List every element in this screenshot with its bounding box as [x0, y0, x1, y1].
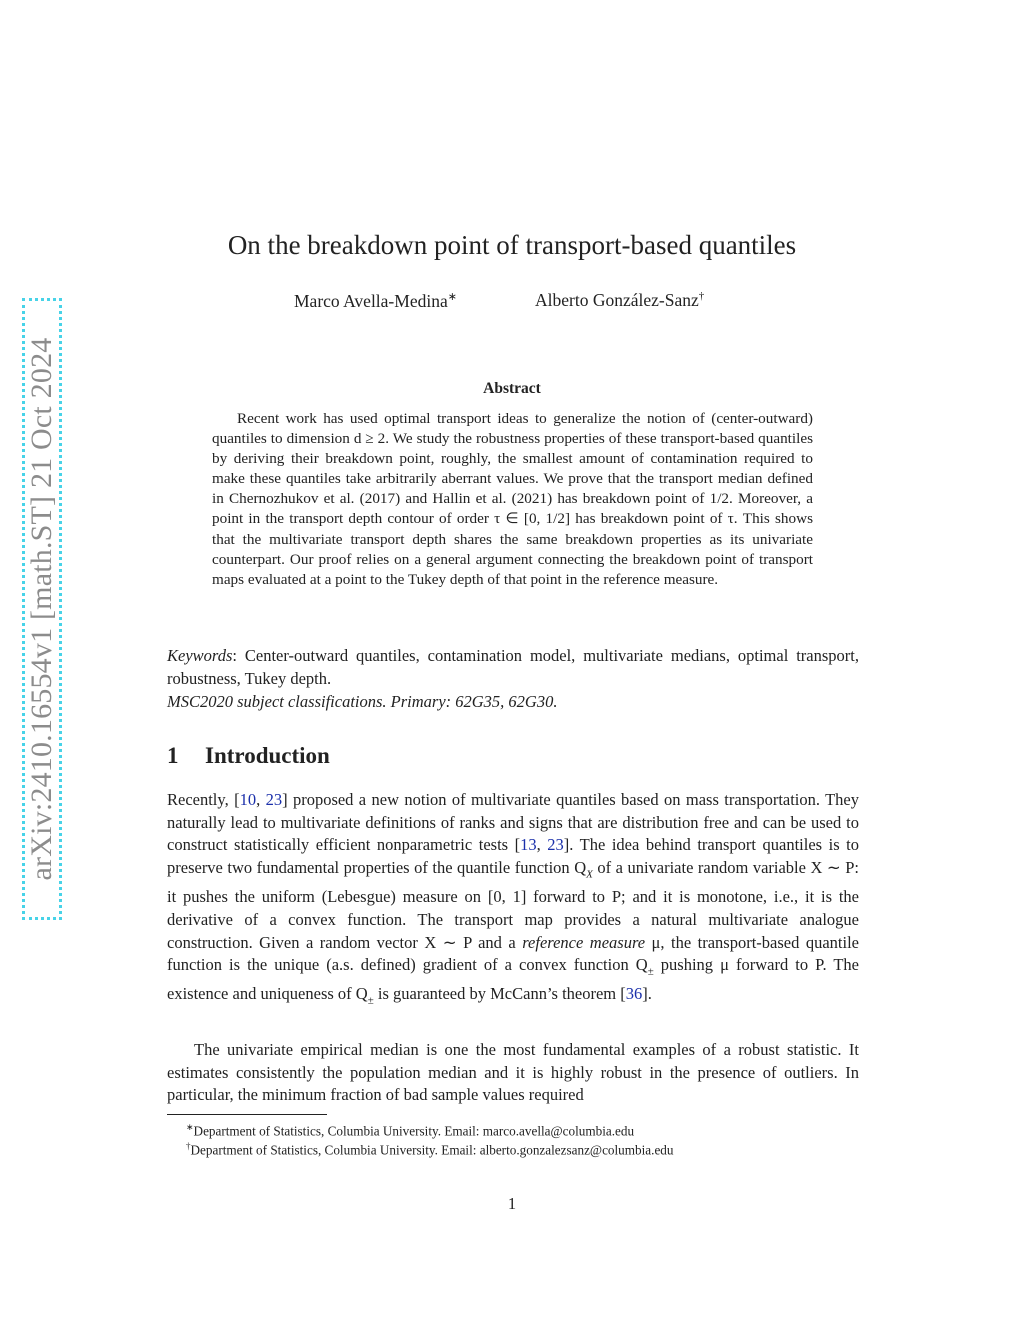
intro-paragraph-2: The univariate empirical median is one the most fundamental examples of a robust statistic. It estimates consistently the population median and it is highly robust in the presence of outliers. In particular, the minimum fraction of bad sample values required — [167, 1040, 859, 1105]
keywords — [167, 645, 859, 690]
subscript: ± — [367, 994, 374, 1007]
author-1-name: Marco Avella-Medina — [294, 290, 448, 311]
keywords-text: : Center-outward quantiles, contamination model, multivariate medians, optimal transport, robustness, Tukey depth. — [167, 646, 859, 688]
page-number: 1 — [507, 1194, 517, 1213]
citation-link[interactable]: 23 — [547, 835, 564, 855]
footnote-1 — [186, 1122, 634, 1139]
abstract-text: Recent work has used optimal transport ideas to generalize the notion of (center-outward) quantiles to dimension d ≥ 2. We study the robustness properties of these transport-based quantiles by deriving their breakdown point, roughly, the smallest amount of contamination required to make these quantiles take arbitrarily aberrant values. We prove that the transport median defined in Chernozhukov et al. (2017) and Hallin et al. (2021) has breakdown point of 1/2. Moreover, a point in the transport depth contour of order τ ∈ [0, 1/2] has breakdown point of τ. This shows that the multivariate transport depth shares the same breakdown properties as its univariate counterpart. Our proof relies on a general argument connecting the breakdown point of transport maps evaluated at a point to the Tukey depth of that point in the reference measure. — [212, 410, 813, 588]
text-run: μ, the transport-based quantile function is the unique (a.s. defined) gradient of a convex function Q — [167, 932, 859, 975]
footnote-2-mark: † — [186, 1141, 191, 1151]
section-title: Introduction — [205, 743, 330, 768]
keywords-label: Keywords — [167, 646, 233, 665]
footnote-rule — [167, 1114, 327, 1115]
text-run: ] proposed a new notion of multivariate quantiles based on mass transportation. They naturally lead to multivariate definitions of ranks and signs that are distribution free and can be used to construct statistically efficient nonparametric tests [ — [167, 790, 859, 855]
text-run: Recently, [ — [167, 790, 240, 809]
text-run: ]. The idea behind transport quantiles is to preserve two fundamental properties of the quantile function Q — [167, 835, 860, 878]
author-2 — [535, 290, 704, 311]
text-run: is guaranteed by McCann’s theorem [ — [373, 984, 626, 1004]
author-2-name: Alberto González-Sanz — [535, 290, 699, 310]
paper-title: On the breakdown point of transport-based quantiles — [227, 230, 797, 260]
footnote-1-mark: ∗ — [186, 1122, 194, 1132]
citation-link[interactable]: 23 — [265, 790, 283, 809]
footnote-2 — [186, 1141, 673, 1158]
citation-link[interactable]: 13 — [520, 835, 537, 855]
author-1 — [294, 290, 457, 312]
section-number: 1 — [167, 743, 179, 768]
text-run: , — [536, 835, 548, 855]
citation-link[interactable]: 36 — [625, 984, 643, 1004]
text-run: , — [256, 790, 266, 809]
subscript: ± — [647, 965, 654, 978]
footnote-2-text: Department of Statistics, Columbia University. Email: alberto.gonzalezsanz@columbia.edu — [190, 1142, 674, 1158]
citation-link[interactable]: 10 — [239, 790, 257, 809]
author-2-mark: † — [698, 290, 705, 303]
text-run: pushing μ forward to P. The existence and uniqueness of Q — [167, 955, 859, 1004]
text-run: of a univariate random variable X ∼ P: it pushes the uniform (Lebesgue) measure on [0, 1] forward to P; and it is monotone, i.e., it is the derivative of a convex function. The transport map provides a natural multivariate analogue construction. Given a random vector X ∼ P and a — [167, 858, 859, 952]
section-heading — [167, 743, 330, 769]
subscript: X — [586, 868, 593, 881]
arxiv-stamp[interactable]: arXiv:2410.16554v1 [math.ST] 21 Oct 2024 — [25, 337, 58, 881]
author-1-mark: ∗ — [447, 291, 457, 303]
abstract-heading: Abstract — [483, 380, 541, 397]
text-run: ]. — [642, 984, 652, 1004]
footnote-1-text: Department of Statistics, Columbia University. Email: marco.avella@columbia.edu — [193, 1123, 635, 1139]
emphasis: reference measure — [522, 932, 646, 952]
msc-classification: MSC2020 subject classifications. Primary: 62G35, 62G30. — [167, 692, 558, 711]
intro-paragraph-1 — [167, 789, 859, 1012]
